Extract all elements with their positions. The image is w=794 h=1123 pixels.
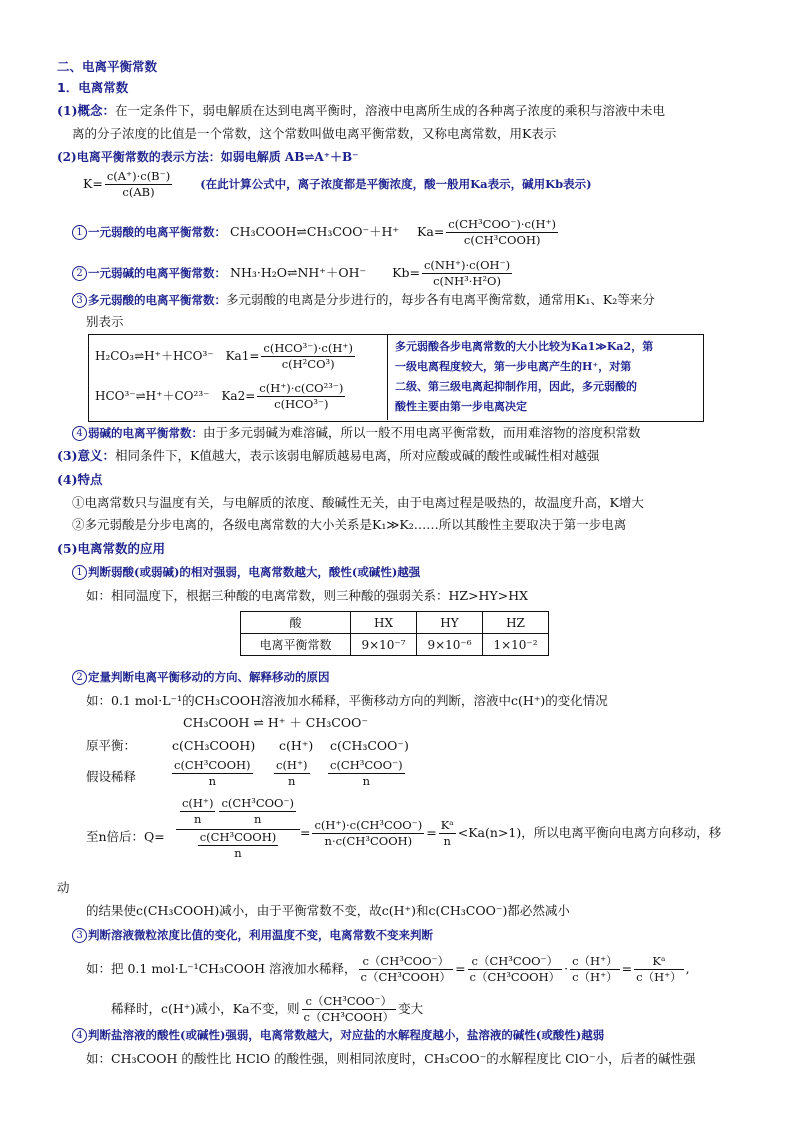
ka-fraction: $\frac{\text{c(CH³COO⁻)·c(H⁺)}}{\text{c(CH³COOH)}}$ xyxy=(448,217,557,247)
box-note-3: 二级、第三级电离起抑制作用，因此，多元弱酸的 xyxy=(395,380,637,393)
poly-acid-box: H₂CO₃⇌H⁺＋HCO³⁻ Ka1= $\frac{\text{c(HCO³⁻)·c(H⁺)}}{\text{c(H²CO³)}}$ HCO³⁻⇌H⁺＋CO²³⁻ Ka2= $\frac{\text{c(H⁺)·c(CO²³⁻)}}{\text{c(HCO³⁻)}}$ 多元弱酸各步电离常数的大小比较为Ka1≫Ka2，第 一级电离程度较大，第一步电离产生的H⁺，对第 二级、第三级电离起抑制作用，因此，多元弱酸的 酸性主要由第一步电离决定 xyxy=(88,334,704,422)
dil-label: 假设稀释 xyxy=(86,769,137,784)
concept-line-1 xyxy=(57,102,665,120)
weak-base-row: 4 弱碱的电离平衡常数：由于多元弱碱为难溶碱，所以一般不用电离平衡常数，而用难溶物的溶度积常数 xyxy=(72,424,641,442)
meaning-row: (3)意义：相同条件下，K值越大，表示该弱电解质越易电离，所对应酸或碱的酸性或碱性相对越强 xyxy=(57,448,600,463)
k-formula: K= $\frac{c(A^+)\cdot c(B^-)}{c(AB)}$ (在此计算公式中，离子浓度都是平衡浓度，酸一般用Ka表示，碱用Kb表示) xyxy=(83,169,592,199)
app-4-example: 如：CH₃COOH 的酸性比 HClO 的酸性强，则相同浓度时，CH₃COO⁻的水解程度比 ClO⁻小，后者的碱性强 xyxy=(86,1051,696,1066)
app-3-row: 3 判断溶液微粒浓度比值的变化，利用温度不变，电离常数不变来判断 xyxy=(72,926,433,944)
app-3-result: 稀释时，c(H⁺)减小，Ka不变，则 $\frac{\text{c（CH³COO⁻）}}{\text{c（CH³COOH）}}$ 变大 xyxy=(111,994,424,1024)
app-1-example: 如：相同温度下，根据三种酸的电离常数，则三种酸的强弱关系：HZ>HY>HX xyxy=(86,588,528,603)
q-result: 的结果使c(CH₃COOH)减小，由于平衡常数不变，故c(H⁺)和c(CH₃COO⁻)都必然减小 xyxy=(86,903,570,918)
circled-4-icon: 4 xyxy=(72,1028,87,1043)
concept-text-1: 在一定条件下，弱电解质在达到电离平衡时，溶液中电离所生成的各种离子浓度的乘积与溶液中未电 xyxy=(115,103,666,118)
q-label: 至n倍后：Q= xyxy=(86,829,165,844)
acid-row: 1 一元弱酸的电离平衡常数： CH₃COOH⇌CH₃COO⁻＋H⁺ Ka= $\frac{\text{c(CH³COO⁻)·c(H⁺)}}{\text{c(CH³COOH)}}$ xyxy=(72,217,560,248)
orig-label: 原平衡： xyxy=(86,738,137,753)
subsection-title: 1．电离常数 xyxy=(57,80,129,95)
app-4-row: 4 判断盐溶液的酸性(或碱性)强弱，电离常数越大，对应盐的水解程度越小，盐溶液的碱性(或酸性)越弱 xyxy=(72,1026,604,1044)
table-cell: 电离平衡常数 xyxy=(241,634,351,656)
concept-text-2: 离的分子浓度的比值是一个常数，这个常数叫做电离平衡常数，又称电离常数，用K表示 xyxy=(72,126,557,141)
expr-note: (在此计算公式中，离子浓度都是平衡浓度，酸一般用Ka表示，碱用Kb表示) xyxy=(200,177,592,191)
circled-1-icon: 1 xyxy=(72,565,87,580)
apps-label: (5)电离常数的应用 xyxy=(57,541,166,556)
acid-constant-table xyxy=(240,611,549,656)
base-row: 2 一元弱碱的电离平衡常数： NH₃·H₂O⇌NH⁺＋OH⁻ Kb= $\frac{c(NH^+)\cdot c(OH^-)}{\text{c(NH³·H²O)}}$ xyxy=(72,258,514,289)
feature-1: ①电离常数只与温度有关，与电解质的浓度、酸碱性无关，由于电离过程是吸热的，故温度升高，K增大 xyxy=(72,495,644,510)
features-label: (4)特点 xyxy=(57,472,103,487)
box-note-4: 酸性主要由第一步电离决定 xyxy=(395,400,527,413)
table-header: HY xyxy=(417,612,483,634)
app-2-example: 如：0.1 mol·L⁻¹的CH₃COOH溶液加水稀释，平衡移动方向的判断，溶液中c(H⁺)的变化情况 xyxy=(86,693,608,708)
app-1-row: 1 判断弱酸(或弱碱)的相对强弱，电离常数越大，酸性(或碱性)越强 xyxy=(72,563,420,581)
k-fraction: $\frac{c(A^+)\cdot c(B^-)}{c(AB)}$ xyxy=(106,169,171,199)
q-complex-fraction: $\frac{c(H^+)}{n}$ $\frac{\text{c(CH³COO⁻)}}{n}$ $\frac{\text{c(CH³COOH)}}{n}$ xyxy=(176,796,300,861)
poly-text-2: 别表示 xyxy=(86,314,124,329)
app-2-row: 2 定量判断电离平衡移动的方向、解释移动的原因 xyxy=(72,668,330,686)
app-3-example: 如：把 0.1 mol·L⁻¹CH₃COOH 溶液加水稀释， $\frac{\text{c（CH³COO⁻）}}{\text{c（CH³COOH）}}$ = $\frac{\text{c（CH³COO⁻）}}{\text{c（CH³COOH）}}$ · $\frac{c(H^+)}{c(H^+)}$ = $\frac{\text{Kᵃ}}{c(H^+)}$ , xyxy=(86,954,690,984)
circled-2-icon: 2 xyxy=(72,670,87,685)
circled-3-icon: 3 xyxy=(72,928,87,943)
box-note-2: 一级电离程度较大，第一步电离产生的H⁺，对第 xyxy=(395,360,632,373)
table-header: HX xyxy=(351,612,417,634)
eq-line: CH₃COOH ⇌ H⁺ ＋ CH₃COO⁻ xyxy=(183,715,368,730)
circled-1-icon: 1 xyxy=(72,225,87,240)
expr-label: (2)电离平衡常数的表示方法：如弱电解质 AB⇌A⁺＋B⁻ xyxy=(57,150,359,164)
section-title: 二、电离平衡常数 xyxy=(57,59,158,74)
kb-fraction: $\frac{c(NH^+)\cdot c(OH^-)}{\text{c(NH³·H²O)}}$ xyxy=(423,258,511,288)
table-header: HZ xyxy=(483,612,549,634)
table-cell: 9×10⁻⁶ xyxy=(417,634,483,656)
feature-2: ②多元弱酸是分步电离的，各级电离常数的大小关系是K₁≫K₂……所以其酸性主要取决于第一步电离 xyxy=(72,517,627,532)
table-cell: 1×10⁻² xyxy=(483,634,549,656)
circled-3-icon: 3 xyxy=(72,293,87,308)
box-note-1: 多元弱酸各步电离常数的大小比较为Ka1≫Ka2，第 xyxy=(395,340,654,353)
circled-4-icon: 4 xyxy=(72,426,87,441)
table-cell: 9×10⁻⁷ xyxy=(351,634,417,656)
table-header: 酸 xyxy=(241,612,351,634)
poly-row: 3 多元弱酸的电离平衡常数：多元弱酸的电离是分步进行的，每步各有电离平衡常数，通常用K₁、K₂等来分 xyxy=(72,291,655,309)
concept-label: (1)概念： xyxy=(57,103,116,118)
circled-2-icon: 2 xyxy=(72,266,87,281)
